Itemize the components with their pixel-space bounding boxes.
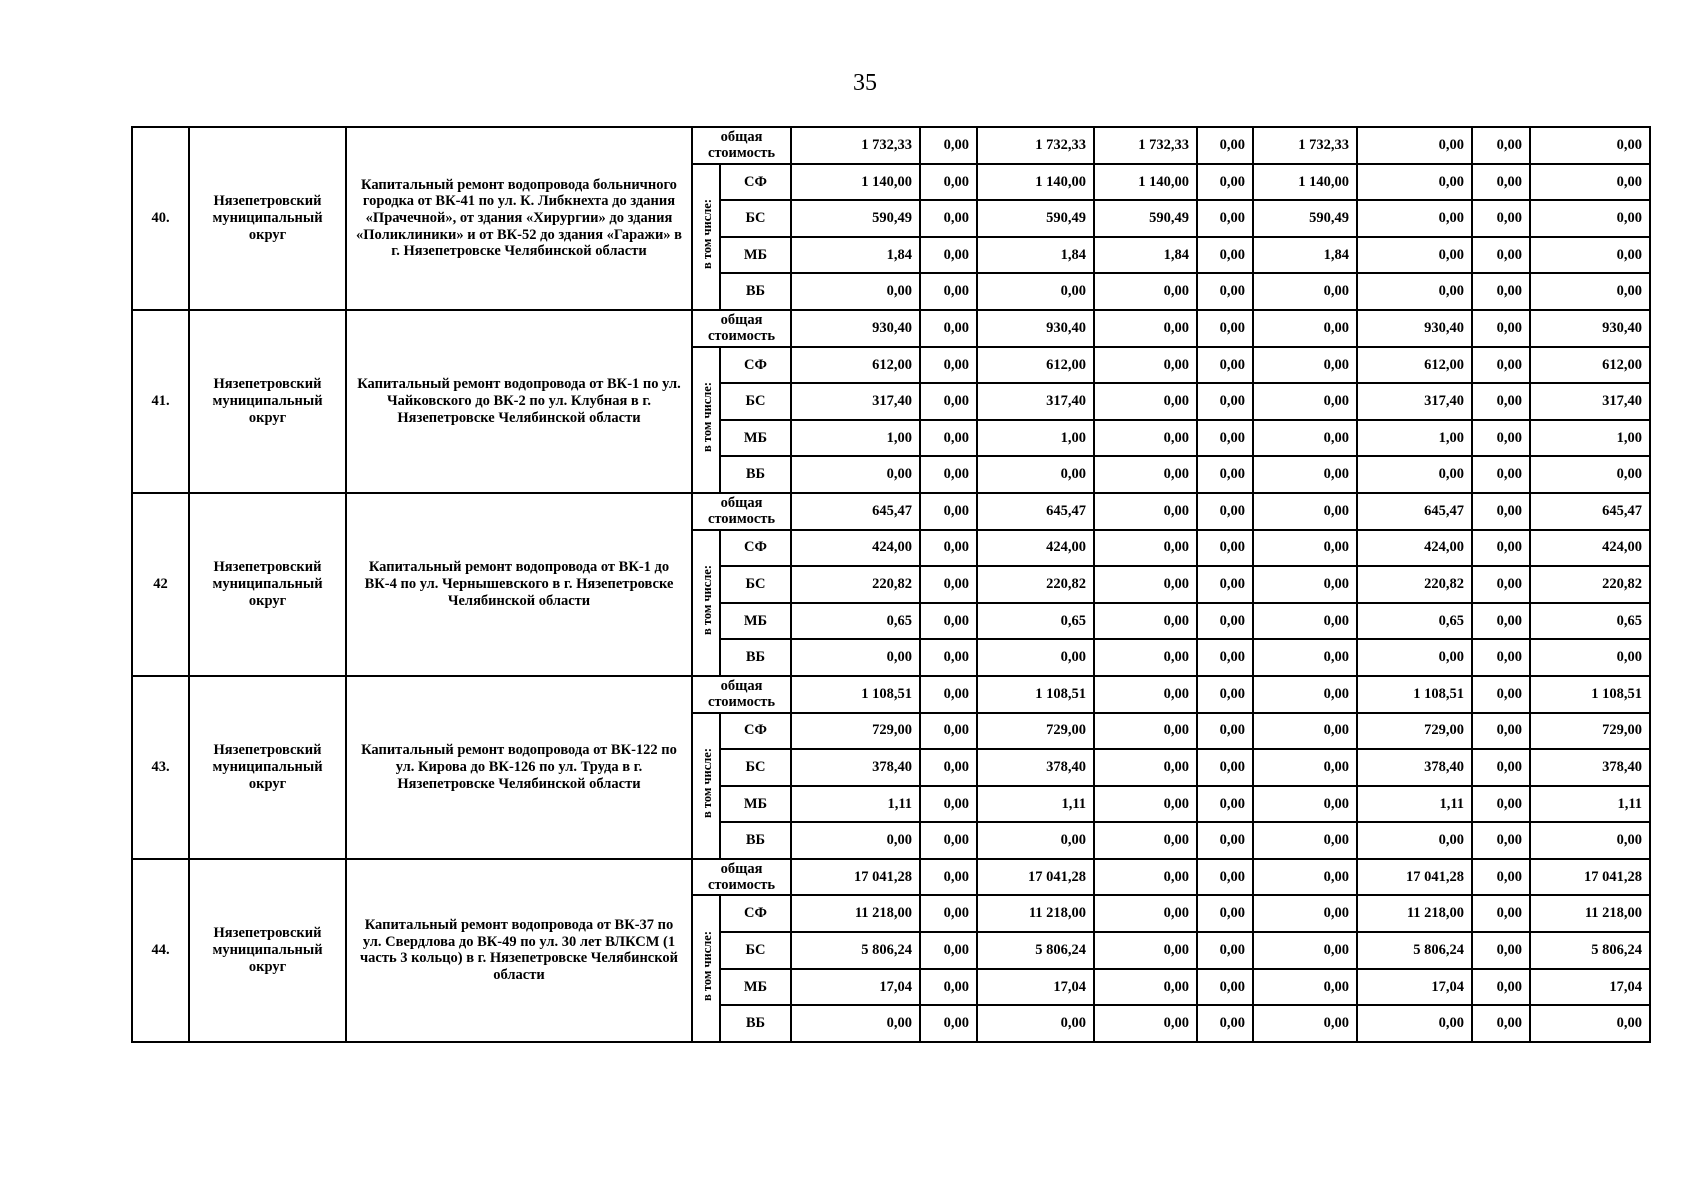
value-cell: 0,00 <box>791 822 920 859</box>
funding-source-label: ВБ <box>720 456 791 493</box>
project-region: Нязепетровский муниципальный округ <box>189 676 346 859</box>
value-cell: 0,00 <box>1094 566 1197 603</box>
value-cell: 0,65 <box>977 603 1094 640</box>
value-cell: 0,00 <box>977 1005 1094 1042</box>
value-cell: 0,00 <box>791 456 920 493</box>
total-cost-label: общая стоимость <box>692 493 791 530</box>
value-cell: 0,00 <box>1197 237 1253 274</box>
funding-source-label: МБ <box>720 420 791 457</box>
value-cell: 590,49 <box>1094 200 1197 237</box>
value-cell: 1,84 <box>1094 237 1197 274</box>
value-cell: 0,00 <box>920 1005 977 1042</box>
value-cell: 612,00 <box>791 347 920 384</box>
value-cell: 1 108,51 <box>791 676 920 713</box>
value-cell: 0,00 <box>1357 639 1472 676</box>
value-cell: 0,00 <box>1357 237 1472 274</box>
value-cell: 645,47 <box>791 493 920 530</box>
value-cell: 0,00 <box>1357 273 1472 310</box>
value-cell: 0,00 <box>1197 713 1253 750</box>
value-cell: 0,00 <box>920 786 977 823</box>
value-cell: 0,00 <box>920 713 977 750</box>
value-cell: 0,00 <box>920 164 977 201</box>
value-cell: 0,00 <box>1197 859 1253 896</box>
value-cell: 0,00 <box>1253 895 1357 932</box>
value-cell: 930,40 <box>1530 310 1650 347</box>
value-cell: 0,00 <box>1253 969 1357 1006</box>
value-cell: 0,00 <box>920 237 977 274</box>
table-body <box>132 127 1650 1042</box>
value-cell: 0,00 <box>1253 530 1357 567</box>
project-index: 43. <box>132 676 189 859</box>
value-cell: 0,00 <box>1094 530 1197 567</box>
value-cell: 0,00 <box>920 310 977 347</box>
value-cell: 317,40 <box>977 383 1094 420</box>
value-cell: 0,00 <box>920 822 977 859</box>
value-cell: 0,00 <box>1094 749 1197 786</box>
value-cell: 0,00 <box>1472 786 1530 823</box>
value-cell: 0,00 <box>1253 420 1357 457</box>
value-cell: 378,40 <box>791 749 920 786</box>
value-cell: 17,04 <box>977 969 1094 1006</box>
value-cell: 0,00 <box>1197 347 1253 384</box>
value-cell: 317,40 <box>1357 383 1472 420</box>
value-cell: 0,00 <box>920 676 977 713</box>
value-cell: 0,00 <box>1253 273 1357 310</box>
including-label: в том числе: <box>700 382 714 453</box>
funding-source-label: БС <box>720 383 791 420</box>
value-cell: 0,00 <box>1472 932 1530 969</box>
funding-source-label: СФ <box>720 164 791 201</box>
funding-source-label: БС <box>720 566 791 603</box>
value-cell: 0,00 <box>1357 127 1472 164</box>
funding-source-label: ВБ <box>720 1005 791 1042</box>
value-cell: 11 218,00 <box>1357 895 1472 932</box>
value-cell: 1,11 <box>1530 786 1650 823</box>
value-cell: 590,49 <box>977 200 1094 237</box>
value-cell: 930,40 <box>791 310 920 347</box>
value-cell: 729,00 <box>1357 713 1472 750</box>
value-cell: 17 041,28 <box>1357 859 1472 896</box>
value-cell: 0,00 <box>1197 456 1253 493</box>
value-cell: 220,82 <box>1530 566 1650 603</box>
value-cell: 317,40 <box>791 383 920 420</box>
value-cell: 220,82 <box>1357 566 1472 603</box>
value-cell: 0,00 <box>977 639 1094 676</box>
value-cell: 0,00 <box>1197 639 1253 676</box>
value-cell: 378,40 <box>977 749 1094 786</box>
value-cell: 0,00 <box>1197 822 1253 859</box>
value-cell: 17 041,28 <box>791 859 920 896</box>
funding-source-label: ВБ <box>720 822 791 859</box>
value-cell: 1,00 <box>1530 420 1650 457</box>
including-label: в том числе: <box>700 199 714 270</box>
value-cell: 0,00 <box>920 200 977 237</box>
funding-source-label: МБ <box>720 237 791 274</box>
value-cell: 220,82 <box>977 566 1094 603</box>
value-cell: 0,00 <box>1253 566 1357 603</box>
value-cell: 0,00 <box>1197 1005 1253 1042</box>
value-cell: 5 806,24 <box>977 932 1094 969</box>
value-cell: 0,00 <box>1197 749 1253 786</box>
value-cell: 1,00 <box>1357 420 1472 457</box>
value-cell: 17,04 <box>791 969 920 1006</box>
value-cell: 0,00 <box>1472 273 1530 310</box>
value-cell: 0,00 <box>1472 383 1530 420</box>
table-row-total <box>132 859 1650 896</box>
value-cell: 729,00 <box>1530 713 1650 750</box>
value-cell: 0,00 <box>1253 786 1357 823</box>
project-index: 41. <box>132 310 189 493</box>
value-cell: 220,82 <box>791 566 920 603</box>
value-cell: 0,00 <box>1472 749 1530 786</box>
project-index: 40. <box>132 127 189 310</box>
value-cell: 1,00 <box>977 420 1094 457</box>
value-cell: 0,00 <box>1094 932 1197 969</box>
funding-source-label: МБ <box>720 786 791 823</box>
value-cell: 1 108,51 <box>1357 676 1472 713</box>
value-cell: 0,00 <box>1197 530 1253 567</box>
budget-table <box>131 126 1651 1043</box>
value-cell: 0,00 <box>920 932 977 969</box>
value-cell: 0,00 <box>1472 639 1530 676</box>
value-cell: 0,00 <box>977 822 1094 859</box>
value-cell: 0,00 <box>791 1005 920 1042</box>
value-cell: 0,00 <box>1197 603 1253 640</box>
value-cell: 0,00 <box>1094 310 1197 347</box>
value-cell: 0,00 <box>1197 969 1253 1006</box>
value-cell: 0,00 <box>920 639 977 676</box>
project-object: Капитальный ремонт водопровода больничного городка от ВК-41 по ул. К. Либкнехта до здания «Прачечной», от здания «Хирургии» до здания «Поликлиники» и от ВК-52 до здания «Гаражи» в г. Нязепетровске Челябинской области <box>346 127 692 310</box>
total-cost-label: общая стоимость <box>692 859 791 896</box>
value-cell: 0,00 <box>1472 822 1530 859</box>
value-cell: 0,00 <box>920 895 977 932</box>
value-cell: 1,00 <box>791 420 920 457</box>
value-cell: 0,00 <box>1472 969 1530 1006</box>
funding-source-label: МБ <box>720 969 791 1006</box>
value-cell: 424,00 <box>1357 530 1472 567</box>
value-cell: 0,00 <box>1094 822 1197 859</box>
total-cost-label: общая стоимость <box>692 127 791 164</box>
value-cell: 424,00 <box>791 530 920 567</box>
including-label: в том числе: <box>700 931 714 1002</box>
value-cell: 11 218,00 <box>1530 895 1650 932</box>
value-cell: 612,00 <box>1530 347 1650 384</box>
value-cell: 0,00 <box>1253 639 1357 676</box>
value-cell: 0,00 <box>1253 676 1357 713</box>
value-cell: 1,11 <box>1357 786 1472 823</box>
project-region: Нязепетровский муниципальный округ <box>189 859 346 1042</box>
value-cell: 0,00 <box>1472 493 1530 530</box>
value-cell: 1 140,00 <box>1094 164 1197 201</box>
value-cell: 0,00 <box>1472 713 1530 750</box>
value-cell: 729,00 <box>977 713 1094 750</box>
value-cell: 1 732,33 <box>791 127 920 164</box>
including-label-cell <box>692 164 720 310</box>
value-cell: 17 041,28 <box>1530 859 1650 896</box>
value-cell: 0,00 <box>1094 493 1197 530</box>
value-cell: 0,00 <box>1197 676 1253 713</box>
value-cell: 0,00 <box>1094 1005 1197 1042</box>
value-cell: 0,00 <box>1530 822 1650 859</box>
value-cell: 0,00 <box>1357 822 1472 859</box>
value-cell: 0,00 <box>1530 127 1650 164</box>
value-cell: 0,00 <box>920 273 977 310</box>
value-cell: 0,00 <box>1094 713 1197 750</box>
value-cell: 0,00 <box>920 127 977 164</box>
value-cell: 729,00 <box>791 713 920 750</box>
funding-source-label: БС <box>720 200 791 237</box>
value-cell: 0,00 <box>920 530 977 567</box>
value-cell: 612,00 <box>1357 347 1472 384</box>
value-cell: 0,00 <box>1530 200 1650 237</box>
value-cell: 645,47 <box>1530 493 1650 530</box>
value-cell: 1 732,33 <box>1094 127 1197 164</box>
value-cell: 0,00 <box>977 456 1094 493</box>
value-cell: 0,00 <box>1253 1005 1357 1042</box>
value-cell: 0,00 <box>920 420 977 457</box>
value-cell: 17 041,28 <box>977 859 1094 896</box>
value-cell: 0,00 <box>1253 822 1357 859</box>
value-cell: 0,00 <box>1094 786 1197 823</box>
including-label-cell <box>692 713 720 859</box>
funding-source-label: СФ <box>720 895 791 932</box>
value-cell: 1,11 <box>791 786 920 823</box>
value-cell: 0,00 <box>1472 456 1530 493</box>
including-label: в том числе: <box>700 748 714 819</box>
value-cell: 424,00 <box>977 530 1094 567</box>
funding-source-label: ВБ <box>720 639 791 676</box>
value-cell: 1 140,00 <box>1253 164 1357 201</box>
funding-source-label: СФ <box>720 530 791 567</box>
page-number: 35 <box>853 70 877 96</box>
value-cell: 0,00 <box>1197 895 1253 932</box>
value-cell: 0,00 <box>1357 1005 1472 1042</box>
project-object: Капитальный ремонт водопровода от ВК-37 по ул. Свердлова до ВК-49 по ул. 30 лет ВЛКСМ (1 часть 3 кольцо) в г. Нязепетровске Челябинской области <box>346 859 692 1042</box>
value-cell: 0,00 <box>1472 200 1530 237</box>
value-cell: 0,00 <box>920 566 977 603</box>
including-label: в том числе: <box>700 565 714 636</box>
funding-source-label: СФ <box>720 347 791 384</box>
value-cell: 0,00 <box>1094 456 1197 493</box>
value-cell: 0,00 <box>920 347 977 384</box>
value-cell: 0,00 <box>1094 859 1197 896</box>
value-cell: 0,00 <box>1472 237 1530 274</box>
table-row-total <box>132 493 1650 530</box>
value-cell: 0,00 <box>1357 164 1472 201</box>
value-cell: 0,65 <box>791 603 920 640</box>
value-cell: 0,00 <box>1197 566 1253 603</box>
value-cell: 0,00 <box>1530 164 1650 201</box>
value-cell: 0,00 <box>1530 639 1650 676</box>
value-cell: 0,00 <box>1094 969 1197 1006</box>
value-cell: 0,00 <box>1197 383 1253 420</box>
project-index: 44. <box>132 859 189 1042</box>
value-cell: 1,84 <box>977 237 1094 274</box>
value-cell: 0,00 <box>1472 895 1530 932</box>
value-cell: 0,00 <box>1094 383 1197 420</box>
value-cell: 0,00 <box>920 383 977 420</box>
value-cell: 0,00 <box>1472 347 1530 384</box>
value-cell: 0,00 <box>1472 566 1530 603</box>
value-cell: 0,00 <box>1253 932 1357 969</box>
table-row-total <box>132 127 1650 164</box>
value-cell: 590,49 <box>1253 200 1357 237</box>
value-cell: 0,00 <box>1472 420 1530 457</box>
value-cell: 0,00 <box>1253 713 1357 750</box>
value-cell: 612,00 <box>977 347 1094 384</box>
project-index: 42 <box>132 493 189 676</box>
project-region: Нязепетровский муниципальный округ <box>189 127 346 310</box>
including-label-cell <box>692 347 720 493</box>
value-cell: 1 732,33 <box>977 127 1094 164</box>
project-object: Капитальный ремонт водопровода от ВК-1 до ВК-4 по ул. Чернышевского в г. Нязепетровске Челябинской области <box>346 493 692 676</box>
value-cell: 0,00 <box>1253 456 1357 493</box>
funding-source-label: БС <box>720 932 791 969</box>
value-cell: 0,00 <box>791 639 920 676</box>
value-cell: 0,00 <box>1197 932 1253 969</box>
value-cell: 0,00 <box>1253 383 1357 420</box>
project-region: Нязепетровский муниципальный округ <box>189 310 346 493</box>
value-cell: 0,00 <box>1472 310 1530 347</box>
value-cell: 1 140,00 <box>791 164 920 201</box>
value-cell: 0,65 <box>1357 603 1472 640</box>
value-cell: 0,00 <box>1197 493 1253 530</box>
value-cell: 1,84 <box>1253 237 1357 274</box>
value-cell: 0,00 <box>1197 127 1253 164</box>
value-cell: 0,00 <box>1530 273 1650 310</box>
value-cell: 0,00 <box>977 273 1094 310</box>
value-cell: 0,00 <box>1094 895 1197 932</box>
value-cell: 0,00 <box>920 969 977 1006</box>
value-cell: 1 108,51 <box>1530 676 1650 713</box>
value-cell: 0,00 <box>1094 639 1197 676</box>
project-region: Нязепетровский муниципальный округ <box>189 493 346 676</box>
value-cell: 1 732,33 <box>1253 127 1357 164</box>
funding-source-label: БС <box>720 749 791 786</box>
total-cost-label: общая стоимость <box>692 676 791 713</box>
value-cell: 0,00 <box>1472 164 1530 201</box>
value-cell: 0,00 <box>1357 200 1472 237</box>
value-cell: 645,47 <box>1357 493 1472 530</box>
value-cell: 0,00 <box>1472 603 1530 640</box>
funding-source-label: СФ <box>720 713 791 750</box>
value-cell: 317,40 <box>1530 383 1650 420</box>
value-cell: 0,00 <box>1197 273 1253 310</box>
value-cell: 0,00 <box>791 273 920 310</box>
including-label-cell <box>692 530 720 676</box>
value-cell: 0,00 <box>1197 164 1253 201</box>
value-cell: 1,11 <box>977 786 1094 823</box>
including-label-cell <box>692 895 720 1041</box>
value-cell: 11 218,00 <box>977 895 1094 932</box>
value-cell: 0,00 <box>1530 456 1650 493</box>
value-cell: 0,00 <box>1094 420 1197 457</box>
value-cell: 0,00 <box>1253 493 1357 530</box>
value-cell: 1 140,00 <box>977 164 1094 201</box>
value-cell: 5 806,24 <box>1357 932 1472 969</box>
value-cell: 0,00 <box>920 603 977 640</box>
project-object: Капитальный ремонт водопровода от ВК-1 по ул. Чайковского до ВК-2 по ул. Клубная в г. Нязепетровске Челябинской области <box>346 310 692 493</box>
value-cell: 0,00 <box>1472 127 1530 164</box>
value-cell: 0,00 <box>1472 859 1530 896</box>
value-cell: 378,40 <box>1530 749 1650 786</box>
value-cell: 0,00 <box>1197 200 1253 237</box>
total-cost-label: общая стоимость <box>692 310 791 347</box>
value-cell: 0,00 <box>1094 603 1197 640</box>
value-cell: 0,00 <box>1094 347 1197 384</box>
value-cell: 930,40 <box>977 310 1094 347</box>
value-cell: 17,04 <box>1530 969 1650 1006</box>
funding-source-label: ВБ <box>720 273 791 310</box>
value-cell: 0,65 <box>1530 603 1650 640</box>
value-cell: 0,00 <box>1357 456 1472 493</box>
value-cell: 0,00 <box>1253 347 1357 384</box>
table-row-total <box>132 310 1650 347</box>
value-cell: 645,47 <box>977 493 1094 530</box>
funding-source-label: МБ <box>720 603 791 640</box>
value-cell: 0,00 <box>1472 1005 1530 1042</box>
value-cell: 590,49 <box>791 200 920 237</box>
value-cell: 0,00 <box>1472 530 1530 567</box>
value-cell: 11 218,00 <box>791 895 920 932</box>
value-cell: 0,00 <box>1253 859 1357 896</box>
value-cell: 0,00 <box>1530 237 1650 274</box>
value-cell: 1,84 <box>791 237 920 274</box>
value-cell: 0,00 <box>1253 603 1357 640</box>
value-cell: 424,00 <box>1530 530 1650 567</box>
value-cell: 0,00 <box>920 493 977 530</box>
value-cell: 0,00 <box>920 456 977 493</box>
value-cell: 0,00 <box>1197 420 1253 457</box>
value-cell: 0,00 <box>920 859 977 896</box>
value-cell: 0,00 <box>1094 676 1197 713</box>
value-cell: 0,00 <box>1253 749 1357 786</box>
value-cell: 0,00 <box>1530 1005 1650 1042</box>
value-cell: 0,00 <box>1094 273 1197 310</box>
value-cell: 0,00 <box>1197 310 1253 347</box>
value-cell: 5 806,24 <box>1530 932 1650 969</box>
value-cell: 5 806,24 <box>791 932 920 969</box>
project-object: Капитальный ремонт водопровода от ВК-122 по ул. Кирова до ВК-126 по ул. Труда в г. Нязепетровске Челябинской области <box>346 676 692 859</box>
table-row-total <box>132 676 1650 713</box>
value-cell: 0,00 <box>1253 310 1357 347</box>
value-cell: 0,00 <box>1472 676 1530 713</box>
value-cell: 17,04 <box>1357 969 1472 1006</box>
value-cell: 1 108,51 <box>977 676 1094 713</box>
value-cell: 0,00 <box>1197 786 1253 823</box>
value-cell: 0,00 <box>920 749 977 786</box>
value-cell: 378,40 <box>1357 749 1472 786</box>
value-cell: 930,40 <box>1357 310 1472 347</box>
